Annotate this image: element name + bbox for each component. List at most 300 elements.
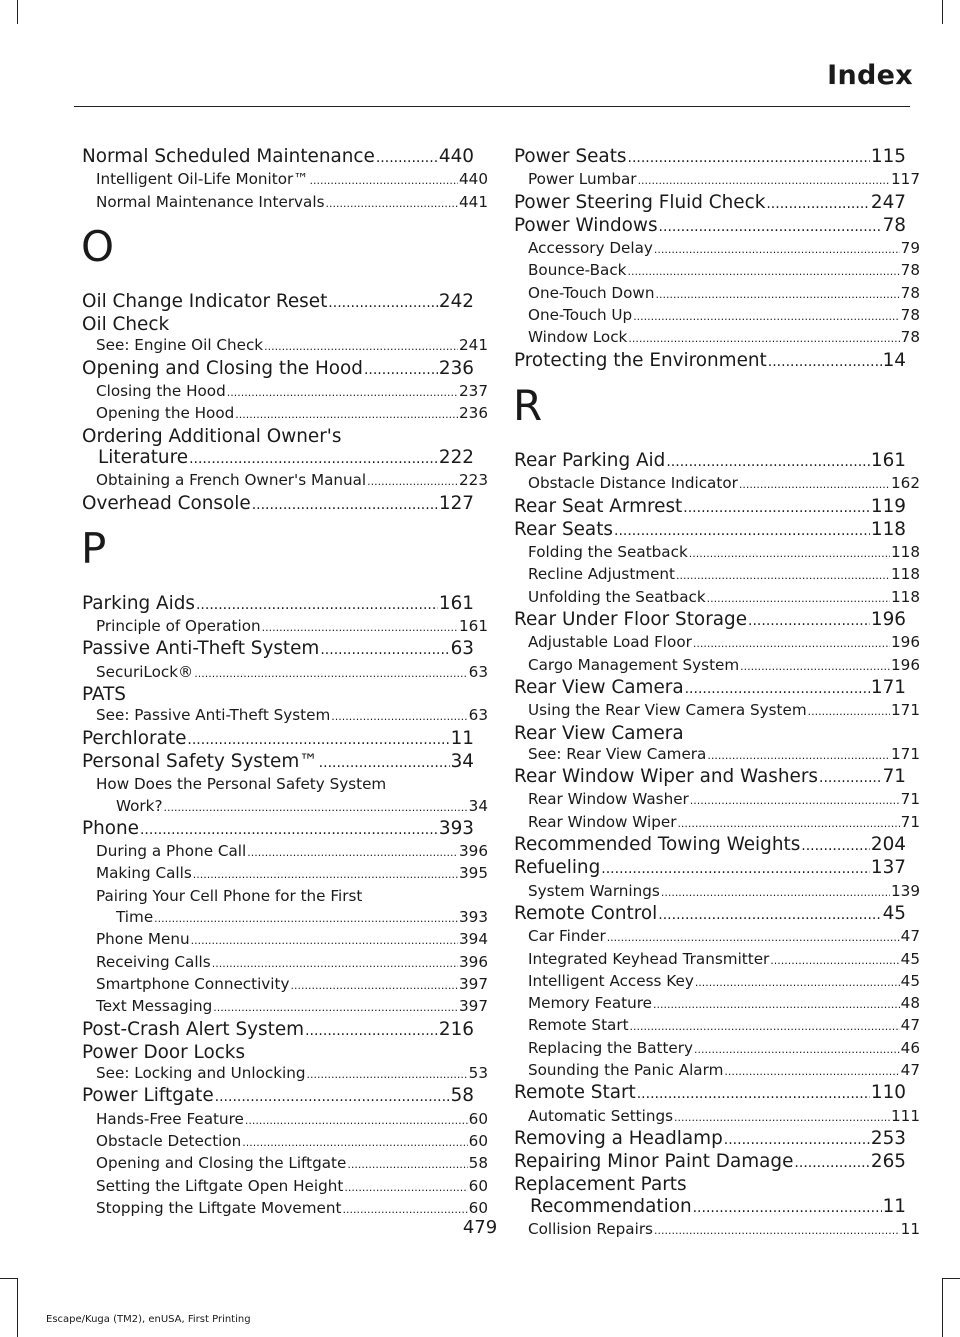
entry-label: One-Touch Down: [528, 283, 655, 302]
dot-leader: [661, 882, 890, 903]
dot-leader: [264, 336, 458, 357]
dot-leader: [638, 170, 890, 191]
entry-page-link[interactable]: 11: [882, 1195, 906, 1217]
index-subentry: [514, 564, 920, 586]
entry-row: [528, 812, 920, 834]
dot-leader: [235, 404, 458, 425]
entry-label: Obtaining a French Owner's Manual: [96, 471, 367, 490]
entry-row: [514, 450, 906, 473]
dot-leader: [707, 745, 890, 766]
page-number: 479: [462, 1217, 498, 1238]
entry-page-link[interactable]: 45: [900, 971, 920, 990]
entry-row: [82, 1042, 474, 1063]
entry-label: Recline Adjustment: [528, 565, 675, 584]
crop-mark-bottom-left: [17, 1278, 18, 1337]
index-entry: [514, 677, 906, 700]
entry-row: [528, 949, 920, 971]
index-subentry: [514, 971, 920, 993]
entry-label: Opening and Closing the Liftgate: [96, 1154, 347, 1173]
entry-page-link[interactable]: 171: [891, 701, 920, 720]
entry-label: Cargo Management System: [528, 655, 740, 674]
entry-page-link[interactable]: 110: [870, 1082, 906, 1104]
entry-label: Integrated Keyhead Transmitter: [528, 949, 770, 968]
entry-row: [82, 818, 474, 841]
section-letter-text: P: [81, 523, 107, 573]
entry-page-link[interactable]: 119: [870, 495, 906, 517]
entry-page-link[interactable]: 11: [450, 727, 474, 749]
entry-page-link[interactable]: 45: [882, 902, 906, 924]
entry-row: [82, 593, 474, 616]
entry-page-link[interactable]: 34: [450, 750, 474, 772]
dot-leader: [808, 701, 890, 722]
dot-leader: [630, 1016, 900, 1037]
entry-label: Power Liftgate: [82, 1085, 214, 1107]
entry-row: [96, 403, 488, 425]
entry-page-link[interactable]: 47: [900, 1060, 920, 1079]
dot-leader: [683, 498, 870, 519]
dot-leader: [607, 927, 900, 948]
entry-page-link[interactable]: 440: [438, 146, 474, 167]
entry-page-link[interactable]: 48: [900, 994, 920, 1013]
entry-label: Remote Start: [514, 1082, 636, 1104]
index-subentry: [514, 744, 920, 766]
entry-page-link[interactable]: 237: [459, 382, 488, 401]
entry-page-link[interactable]: 161: [870, 449, 906, 471]
entry-label: Replacing the Battery: [528, 1038, 694, 1057]
dot-leader: [768, 352, 882, 373]
entry-page-link[interactable]: 441: [459, 192, 488, 211]
entry-page-link[interactable]: 118: [891, 543, 920, 562]
entry-page-link[interactable]: 242: [438, 290, 474, 312]
dot-leader: [724, 1061, 899, 1082]
entry-row: [96, 996, 488, 1018]
index-subentry: [82, 929, 488, 951]
index-entry: [514, 192, 906, 215]
entry-label: One-Touch Up: [528, 306, 633, 325]
index-entry: [514, 350, 906, 373]
dot-leader: [307, 1064, 468, 1085]
index-subentry: [82, 1109, 488, 1131]
index-entry: [514, 519, 906, 542]
entry-page-link[interactable]: 161: [438, 592, 474, 614]
index-subentry: [514, 881, 920, 903]
entry-page-link[interactable]: 196: [870, 609, 906, 631]
entry-page-link[interactable]: 78: [882, 214, 906, 236]
index-subentry: [82, 335, 488, 357]
entry-page-link[interactable]: 161: [459, 617, 488, 636]
entry-page-link[interactable]: 196: [891, 655, 920, 674]
entry-row: [528, 744, 920, 766]
entry-row: [528, 473, 920, 495]
entry-row: [96, 470, 488, 492]
index-subentry: [82, 952, 488, 974]
entry-label: Rear Window Washer: [528, 790, 689, 809]
entry-row: [82, 638, 474, 661]
entry-label: Normal Maintenance Intervals: [96, 192, 325, 211]
entry-page-link[interactable]: 196: [891, 633, 920, 652]
entry-row: [514, 677, 906, 700]
index-entry: [514, 903, 906, 926]
dot-leader: [154, 908, 458, 929]
entry-row: [96, 1109, 488, 1131]
entry-page-link[interactable]: 241: [459, 336, 488, 355]
entry-label: Collision Repairs: [528, 1220, 653, 1239]
entry-page-link[interactable]: 71: [900, 790, 920, 809]
entry-page-link[interactable]: 204: [870, 834, 906, 856]
dot-leader: [242, 1132, 467, 1153]
entry-label: Adjustable Load Floor: [528, 633, 692, 652]
entry-label: Oil Change Indicator Reset: [82, 290, 328, 312]
crop-mark-bottom-left-h: [0, 1278, 18, 1279]
entry-row: [82, 358, 474, 381]
dot-leader: [196, 595, 438, 616]
entry-page-link[interactable]: 115: [870, 146, 906, 167]
entry-page-link[interactable]: 118: [870, 518, 906, 540]
index-subentry: [82, 774, 488, 818]
entry-label: Work?: [116, 796, 163, 815]
entry-label-lead: Ordering Additional Owner's: [82, 425, 342, 447]
entry-row: [96, 974, 488, 996]
entry-page-link[interactable]: 393: [438, 817, 474, 839]
entry-row: [82, 146, 474, 169]
entry-label: Rear View Camera: [514, 722, 684, 744]
entry-label: Intelligent Access Key: [528, 971, 694, 990]
entry-label: Opening the Hood: [96, 404, 235, 423]
dot-leader: [658, 905, 881, 926]
entry-label: Automatic Settings: [528, 1106, 674, 1125]
entry-row: [528, 238, 920, 260]
entry-label: Protecting the Environment: [514, 349, 767, 371]
entry-label: Remote Start: [528, 1016, 629, 1035]
entry-row: [96, 863, 488, 885]
dot-leader: [344, 1177, 467, 1198]
entry-label: Memory Feature: [528, 994, 652, 1013]
entry-page-link[interactable]: 47: [900, 1016, 920, 1035]
dot-leader: [739, 474, 890, 495]
entry-row: [528, 327, 920, 349]
index-entry: [514, 1082, 906, 1105]
entry-row: [528, 542, 920, 564]
index-subentry: [514, 700, 920, 722]
entry-row: [514, 766, 906, 789]
entry-page-link[interactable]: 58: [450, 1085, 474, 1107]
entry-page-link[interactable]: 393: [459, 908, 488, 927]
entry-page-link[interactable]: 216: [438, 1018, 474, 1040]
index-entry: [514, 496, 906, 519]
entry-page-link[interactable]: 396: [459, 842, 488, 861]
entry-label: See: Locking and Unlocking: [96, 1064, 306, 1083]
dot-leader: [331, 706, 467, 727]
entry-page-link[interactable]: 60: [468, 1176, 488, 1195]
entry-page-link[interactable]: 79: [900, 239, 920, 258]
entry-row: [82, 1085, 474, 1108]
entry-label: Literature: [98, 446, 189, 468]
entry-row: [514, 350, 906, 373]
entry-label: Text Messaging: [96, 997, 213, 1016]
index-entry: [82, 751, 474, 774]
index-entry: [82, 818, 474, 841]
entry-label: Bounce-Back: [528, 261, 627, 280]
entry-page-link[interactable]: 265: [870, 1151, 906, 1173]
entry-page-link[interactable]: 78: [900, 306, 920, 325]
entry-page-link[interactable]: 171: [891, 744, 920, 763]
entry-label: Hands-Free Feature: [96, 1109, 244, 1128]
index-subentry: [514, 1038, 920, 1060]
crop-mark-top-left: [17, 0, 18, 24]
entry-page-link[interactable]: 396: [459, 952, 488, 971]
entry-row: [528, 700, 920, 722]
entry-page-link[interactable]: 247: [870, 191, 906, 213]
entry-row: [96, 705, 488, 727]
section-letter-text: R: [513, 380, 543, 430]
dot-leader: [213, 997, 458, 1018]
index-subentry: [514, 283, 920, 305]
index-subentry: [82, 1176, 488, 1198]
dot-leader: [677, 813, 899, 834]
crop-mark-top-right: [942, 0, 943, 24]
index-subentry: [514, 926, 920, 948]
entry-label: Personal Safety System™: [82, 750, 318, 772]
index-subentry: [82, 841, 488, 863]
dot-leader: [801, 836, 870, 857]
entry-label: Passive Anti-Theft System: [82, 638, 320, 660]
entry-label: Power Windows: [514, 214, 658, 236]
entry-label: Opening and Closing the Hood: [82, 357, 363, 379]
dot-leader: [655, 284, 899, 305]
index-entry: [514, 1128, 906, 1151]
entry-row: [96, 1153, 488, 1175]
index-subentry: [514, 632, 920, 654]
entry-row: [514, 519, 906, 542]
index-entry: [82, 1019, 474, 1042]
index-entry: [514, 1151, 906, 1174]
dot-leader: [227, 382, 458, 403]
entry-label: Post-Crash Alert System: [82, 1018, 305, 1040]
entry-row: [96, 929, 488, 951]
dot-leader: [245, 1110, 468, 1131]
entry-page-link[interactable]: 397: [459, 997, 488, 1016]
entry-row: [96, 796, 488, 818]
entry-page-link[interactable]: 60: [468, 1198, 488, 1217]
index-subentry: [82, 1153, 488, 1175]
index-subentry: [514, 169, 920, 191]
entry-row: [528, 632, 920, 654]
entry-label: Power Steering Fluid Check: [514, 191, 766, 213]
dot-leader: [290, 975, 458, 996]
entry-label: PATS: [82, 684, 126, 706]
index-subentry: [82, 705, 488, 727]
section-letter: [82, 214, 474, 291]
entry-row: [528, 655, 920, 677]
entry-label: Smartphone Connectivity: [96, 974, 290, 993]
entry-row: [514, 215, 906, 238]
entry-row: [96, 381, 488, 403]
dot-leader: [215, 1087, 450, 1108]
dot-leader: [685, 679, 870, 700]
entry-page-link[interactable]: 71: [882, 766, 906, 788]
dot-leader: [628, 148, 870, 169]
dot-leader: [674, 1107, 890, 1128]
dot-leader: [654, 239, 900, 260]
entry-page-link[interactable]: 46: [900, 1038, 920, 1057]
entry-label: Power Lumbar: [528, 170, 637, 189]
index-entry: [82, 593, 474, 616]
entry-page-link[interactable]: 63: [468, 662, 488, 681]
entry-page-link[interactable]: 34: [468, 796, 488, 815]
entry-row: [514, 146, 906, 169]
entry-row: [528, 564, 920, 586]
entry-page-link[interactable]: 162: [891, 474, 920, 493]
entry-label: Oil Check: [82, 314, 170, 336]
index-subentry: [82, 863, 488, 885]
entry-page-link[interactable]: 236: [459, 404, 488, 423]
entry-row: [528, 1106, 920, 1128]
entry-page-link[interactable]: 117: [891, 170, 920, 189]
entry-label: Recommendation: [530, 1195, 692, 1217]
entry-page-link[interactable]: 63: [468, 706, 488, 725]
entry-label: Receiving Calls: [96, 952, 211, 971]
entry-row: [96, 1063, 488, 1085]
index-subentry: [514, 812, 920, 834]
entry-page-link[interactable]: 60: [468, 1131, 488, 1150]
index-entry: [514, 857, 906, 880]
entry-row: [514, 1151, 906, 1174]
entry-row: [96, 1131, 488, 1153]
entry-page-link[interactable]: 71: [900, 812, 920, 831]
entry-label-lead: Replacement Parts: [514, 1174, 687, 1196]
entry-label: Repairing Minor Paint Damage: [514, 1151, 794, 1173]
entry-page-link[interactable]: 236: [438, 357, 474, 379]
dot-leader: [193, 864, 458, 885]
entry-label: Rear View Camera: [514, 676, 684, 698]
entry-label: See: Engine Oil Check: [96, 336, 264, 355]
entry-label: See: Rear View Camera: [528, 744, 707, 763]
dot-leader: [367, 471, 458, 492]
entry-page-link[interactable]: 53: [468, 1064, 488, 1083]
entry-page-link[interactable]: 137: [870, 857, 906, 879]
dot-leader: [695, 972, 900, 993]
index-entry: [514, 766, 906, 789]
entry-page-link[interactable]: 118: [891, 565, 920, 584]
footer-text: Escape/Kuga (TM2), enUSA, First Printing: [46, 1314, 251, 1325]
entry-page-link[interactable]: 111: [891, 1106, 920, 1125]
dot-leader: [653, 994, 900, 1015]
entry-page-link[interactable]: 63: [450, 638, 474, 660]
entry-page-link[interactable]: 45: [900, 949, 920, 968]
entry-page-link[interactable]: 397: [459, 974, 488, 993]
entry-page-link[interactable]: 440: [459, 170, 488, 189]
dot-leader: [328, 293, 438, 314]
dot-leader: [164, 797, 468, 818]
crop-mark-bottom-right-h: [942, 1278, 960, 1279]
index-column-right: [513, 146, 920, 1241]
dot-leader: [693, 633, 890, 654]
dot-leader: [627, 261, 899, 282]
entry-row: [514, 496, 906, 519]
index-entry: [82, 358, 474, 381]
entry-page-link[interactable]: 11: [900, 1220, 920, 1239]
entry-page-link[interactable]: 47: [900, 927, 920, 946]
entry-page-link[interactable]: 127: [438, 492, 474, 514]
entry-row: [82, 493, 474, 516]
index-subentry: [514, 327, 920, 349]
entry-label: System Warnings: [528, 881, 660, 900]
index-entry: [514, 723, 906, 744]
entry-page-link[interactable]: 58: [468, 1154, 488, 1173]
entry-page-link[interactable]: 78: [900, 283, 920, 302]
entry-label: Rear Seats: [514, 518, 613, 540]
entry-row: [96, 907, 488, 929]
entry-label: Rear Window Wiper and Washers: [514, 766, 819, 788]
entry-page-link[interactable]: 394: [459, 930, 488, 949]
entry-row: [514, 1196, 906, 1219]
entry-row: [528, 1038, 920, 1060]
dot-leader: [676, 565, 890, 586]
entry-label: Refueling: [514, 857, 601, 879]
entry-page-link[interactable]: 118: [891, 587, 920, 606]
entry-page-link[interactable]: 253: [870, 1127, 906, 1149]
index-entry: [82, 291, 474, 314]
index-subentry: [82, 1131, 488, 1153]
entry-row: [528, 881, 920, 903]
entry-label: Parking Aids: [82, 592, 195, 614]
entry-row: [528, 260, 920, 282]
index-subentry: [514, 949, 920, 971]
entry-page-link[interactable]: 171: [870, 676, 906, 698]
entry-label: During a Phone Call: [96, 842, 247, 861]
entry-page-link[interactable]: 78: [900, 261, 920, 280]
entry-page-link[interactable]: 60: [468, 1109, 488, 1128]
entry-row: [514, 1082, 906, 1105]
entry-label: Overhead Console: [82, 492, 251, 514]
section-letter: [82, 516, 474, 593]
index-subentry: [514, 305, 920, 327]
entry-label: Obstacle Detection: [96, 1131, 242, 1150]
entry-row: [82, 314, 474, 335]
dot-leader: [140, 820, 438, 841]
index-subentry: [514, 655, 920, 677]
entry-row: [96, 952, 488, 974]
entry-label: Power Seats: [514, 146, 627, 167]
dot-leader: [187, 730, 449, 751]
entry-label: Principle of Operation: [96, 617, 261, 636]
entry-page-link[interactable]: 78: [900, 328, 920, 347]
index-subentry: [514, 473, 920, 495]
entry-label: Removing a Headlamp: [514, 1127, 723, 1149]
entry-label: Time: [116, 908, 154, 927]
entry-row: [528, 1015, 920, 1037]
index-entry: [82, 728, 474, 751]
dot-leader: [212, 953, 458, 974]
index-subentry: [514, 789, 920, 811]
entry-label: Phone Menu: [96, 930, 190, 949]
entry-page-link[interactable]: 139: [891, 881, 920, 900]
entry-row: [96, 616, 488, 638]
entry-label: Folding the Seatback: [528, 543, 688, 562]
dot-leader: [189, 449, 438, 470]
entry-page-link[interactable]: 14: [882, 349, 906, 371]
entry-row: [514, 723, 906, 744]
entry-row: [528, 305, 920, 327]
dot-leader: [252, 495, 438, 516]
entry-label: Car Finder: [528, 927, 606, 946]
index-subentry: [82, 192, 488, 214]
entry-row: [96, 662, 488, 684]
index-subentry: [514, 1060, 920, 1082]
entry-page-link[interactable]: 395: [459, 864, 488, 883]
entry-page-link[interactable]: 223: [459, 471, 488, 490]
entry-page-link[interactable]: 222: [438, 446, 474, 468]
